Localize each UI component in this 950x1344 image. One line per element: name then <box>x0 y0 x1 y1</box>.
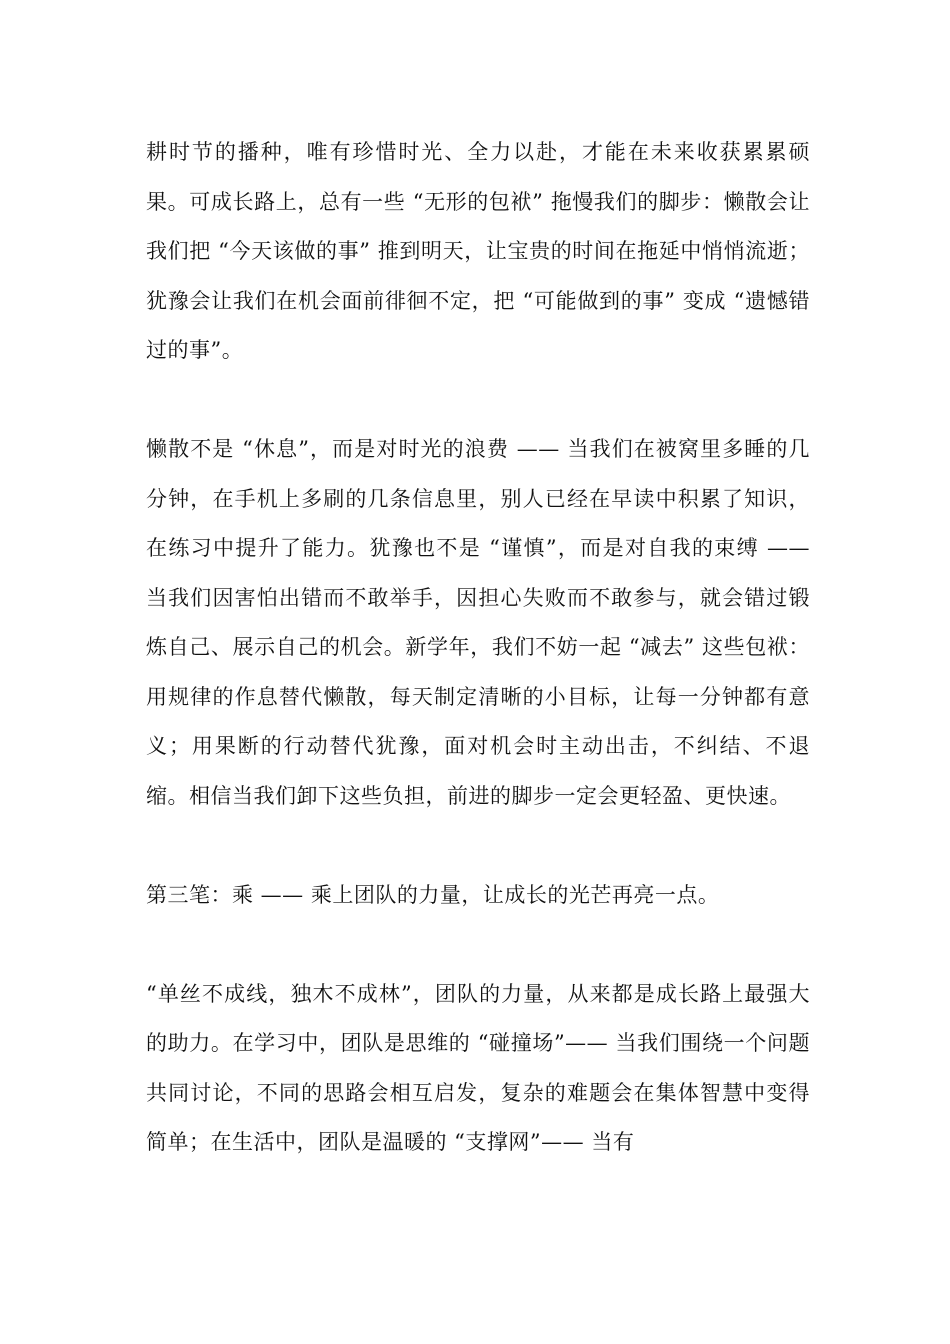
section-heading-paragraph: 第三笔：乘 —— 乘上团队的力量，让成长的光芒再亮一点。 <box>146 882 720 907</box>
paragraph-gap <box>146 920 810 970</box>
paragraph-2: 懒散不是 “休息”，而是对时光的浪费 —— 当我们在被窝里多睡的几分钟，在手机上多刷的几条信息里，别人已经在早读中积累了知识，在练习中提升了能力。犹豫也不是 “谨慎”，而是对自我的束缚 —— 当我们因害怕出错而不敢举手，因担心失败而不敢参与，就会错过锻炼自己、展示自己的机会。新学年，我们不妨一起 “减去” 这些包袱：用规律的作息替代懒散，每天制定清晰的小目标，让每一分钟都有意义；用果断的行动替代犹豫，面对机会时主动出击，不纠结、不退缩。相信当我们卸下这些负担，前进的脚步一定会更轻盈、更快速。 <box>146 437 810 808</box>
document-body <box>146 128 810 1168</box>
paragraph-gap <box>146 821 810 871</box>
paragraph-gap <box>146 376 810 426</box>
paragraph-4: “单丝不成线，独木不成林”，团队的力量，从来都是成长路上最强大的助力。在学习中，团队是思维的 “碰撞场”—— 当我们围绕一个问题共同讨论，不同的思路会相互启发，复杂的难题会在集体智慧中变得简单；在生活中，团队是温暖的 “支撑网”—— 当有 <box>146 981 810 1154</box>
paragraph-1: 耕时节的播种，唯有珍惜时光、全力以赴，才能在未来收获累累硕果。可成长路上，总有一些 “无形的包袱” 拖慢我们的脚步：懒散会让我们把 “今天该做的事” 推到明天，让宝贵的时间在拖延中悄悄流逝；犹豫会让我们在机会面前徘徊不定，把 “可能做到的事” 变成 “遗憾错过的事”。 <box>146 140 810 362</box>
